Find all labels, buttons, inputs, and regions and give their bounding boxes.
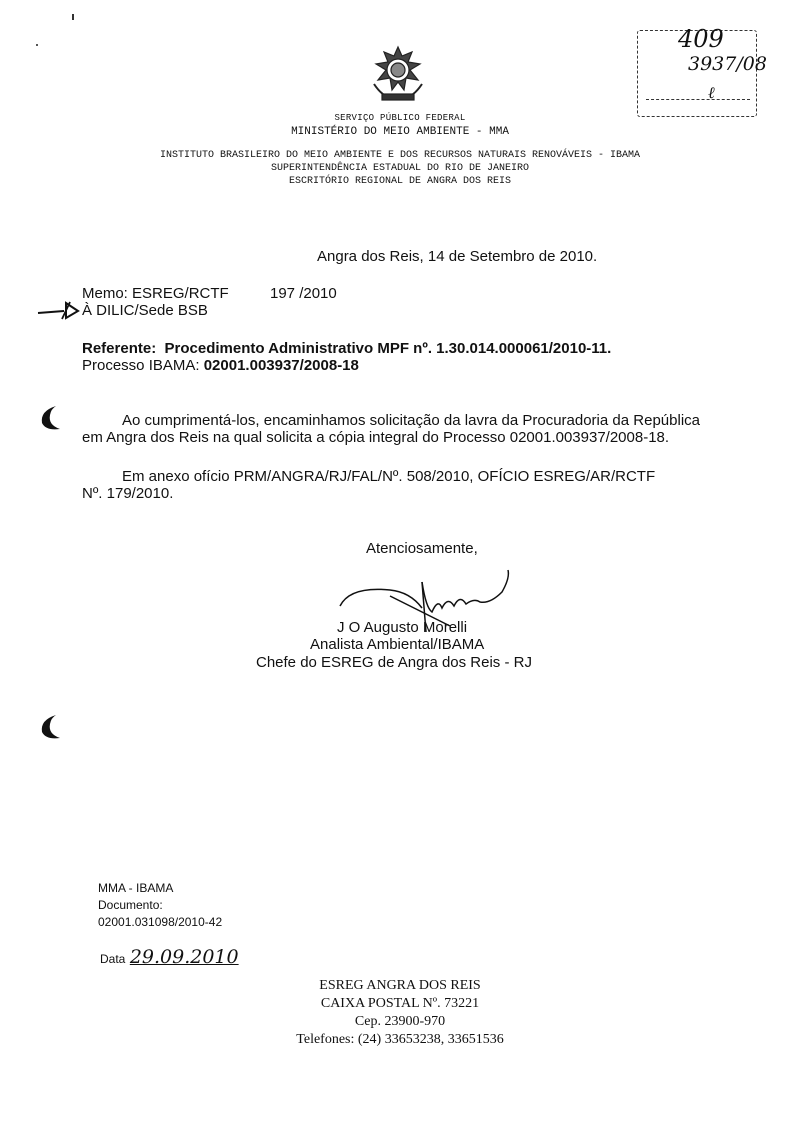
protocol-date-label: Data [100, 952, 126, 966]
footer-zip: Cep. 23900-970 [354, 1014, 446, 1029]
body-paragraph-1: Ao cumprimentá-los, encaminhamos solicitação da lavra da Procuradoria da República em Angra dos Reis na qual solicita a cópia integral do Processo 02001.003937/2008-18. [82, 412, 700, 446]
stamp-process-number: 3937/08 [688, 53, 767, 75]
protocol-stamp [98, 880, 222, 931]
referente-line [82, 340, 611, 357]
hole-punch-mark [36, 712, 62, 747]
header-service-line: SERVIÇO PÚBLICO FEDERAL [334, 113, 466, 123]
memo-recipient: À DILIC/Sede BSB [82, 302, 208, 319]
footer-phones: Telefones: (24) 33653238, 33651536 [296, 1032, 504, 1047]
scan-speck [72, 14, 74, 20]
scan-speck [36, 44, 38, 46]
body-paragraph-2-line1: Em anexo ofício PRM/ANGRA/RJ/FAL/Nº. 508/2010, OFÍCIO ESREG/AR/RCTF [122, 468, 656, 485]
header-institute-line: INSTITUTO BRASILEIRO DO MEIO AMBIENTE E DOS RECURSOS NATURAIS RENOVÁVEIS - IBAMA [159, 150, 641, 161]
arrow-annotation-icon [36, 300, 82, 325]
referente-label: Referente: [82, 340, 157, 357]
stamp-rubric-mark: ℓ [708, 83, 715, 102]
body-paragraph-2-line2: Nº. 179/2010. [82, 485, 174, 502]
date-line: Angra dos Reis, 14 de Setembro de 2010. [317, 248, 598, 265]
footer-office: ESREG ANGRA DOS REIS [319, 978, 481, 993]
protocol-document-label: Documento: [98, 898, 163, 912]
stamp-page-number: 409 [678, 25, 724, 53]
hole-punch-mark [36, 403, 62, 438]
closing-text: Atenciosamente, [366, 540, 478, 557]
processo-number: 02001.003937/2008-18 [203, 357, 359, 374]
protocol-date-value: 29.09.2010 [129, 946, 239, 968]
stamp-rubric-line [646, 99, 750, 100]
header-office-line: ESCRITÓRIO REGIONAL DE ANGRA DOS REIS [288, 176, 512, 187]
coat-of-arms-emblem [368, 44, 428, 106]
footer-postal-box: CAIXA POSTAL Nº. 73221 [320, 996, 480, 1011]
protocol-date-line [100, 946, 239, 968]
referente-text: Procedimento Administrativo MPF nº. 1.30.014.000061/2010-11. [164, 340, 612, 357]
memo-number: 197 /2010 [270, 285, 337, 302]
processo-line [82, 357, 359, 374]
protocol-agency: MMA - IBAMA [98, 881, 174, 895]
signatory-role: Analista Ambiental/IBAMA [310, 636, 485, 653]
protocol-document-number: 02001.031098/2010-42 [98, 915, 223, 929]
header-ministry-line: MINISTÉRIO DO MEIO AMBIENTE - MMA [291, 126, 509, 138]
signatory-name: J O Augusto Morelli [337, 619, 468, 636]
header-superintendence-line: SUPERINTENDÊNCIA ESTADUAL DO RIO DE JANEIRO [270, 163, 530, 174]
memo-label: Memo: ESREG/RCTF [82, 285, 229, 302]
page-number-stamp [637, 25, 767, 117]
processo-label: Processo IBAMA: [82, 357, 200, 374]
signatory-title: Chefe do ESREG de Angra dos Reis - RJ [256, 654, 532, 671]
